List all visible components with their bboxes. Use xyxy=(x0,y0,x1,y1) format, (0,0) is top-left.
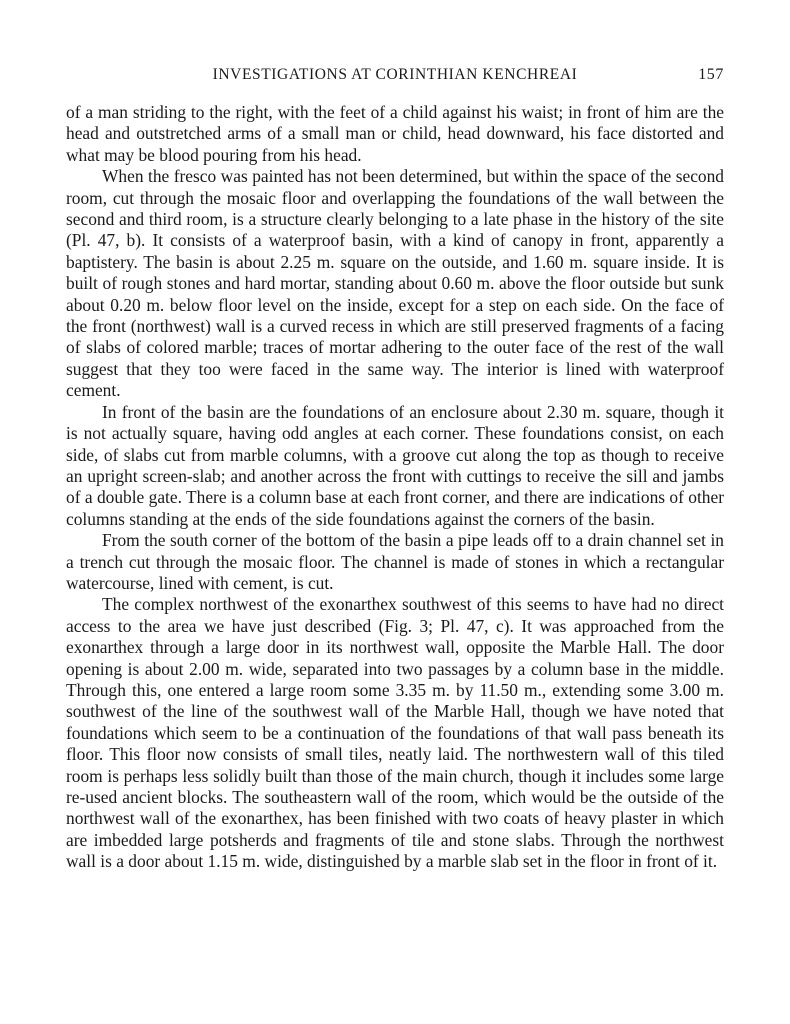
running-title: INVESTIGATIONS AT CORINTHIAN KENCHREAI xyxy=(212,66,578,83)
body-text xyxy=(66,102,724,873)
paragraph-fresco-baptistery: When the fresco was painted has not been determined, but within the space of the second room, cut through the mosaic floor and overlapping the foundations of the wall between the second and third room, is a structure clearly belonging to a late phase in the history of the site (Pl. 47, b). It consists of a waterproof basin, with a kind of canopy in front, apparently a baptistery. The basin is about 2.25 m. square on the outside, and 1.60 m. square inside. It is built of rough stones and hard mortar, standing about 0.60 m. above the floor outside but sunk about 0.20 m. below floor level on the inside, except for a step on each side. On the face of the front (northwest) wall is a curved recess in which are still preserved fragments of a facing of slabs of colored marble; traces of mortar adhering to the outer face of the rest of the wall suggest that they too were faced in the same way. The interior is lined with waterproof cement. xyxy=(66,166,724,401)
paragraph-enclosure: In front of the basin are the foundations of an enclosure about 2.30 m. square, though it is not actually square, having odd angles at each corner. These foundations consist, on each side, of slabs cut from marble columns, with a groove cut along the top as though to receive an upright screen-slab; and another across the front with cuttings to receive the sill and jambs of a double gate. There is a column base at each front corner, and there are indications of other columns standing at the ends of the side foundations against the corners of the basin. xyxy=(66,401,724,529)
book-page xyxy=(66,66,724,873)
running-head xyxy=(66,66,724,90)
paragraph-drain-channel: From the south corner of the bottom of the basin a pipe leads off to a drain channel set in a trench cut through the mosaic floor. The channel is made of stones in which a rectangular watercourse, lined with cement, is cut. xyxy=(66,530,724,593)
page-number: 157 xyxy=(698,66,724,83)
paragraph-complex-northwest: The complex northwest of the exonarthex southwest of this seems to have had no direct access to the area we have just described (Fig. 3; Pl. 47, c). It was approached from the exonarthex through a large door in its northwest wall, opposite the Marble Hall. The door opening is about 2.00 m. wide, separated into two passages by a column base in the middle. Through this, one entered a large room some 3.35 m. by 11.50 m., extending some 3.00 m. southwest of the line of the southwest wall of the Marble Hall, though we have noted that foundations which seem to be a continuation of the foundations of that wall pass beneath its floor. This floor now consists of small tiles, neatly laid. The northwestern wall of this tiled room is perhaps less solidly built than those of the main church, though it includes some large re-used ancient blocks. The southeastern wall of the room, which would be the outside of the northwest wall of the exonarthex, has been finished with two coats of heavy plaster in which are imbedded large potsherds and fragments of tile and stone slabs. Through the northwest wall is a door about 1.15 m. wide, distinguished by a marble slab set in the floor in front of it. xyxy=(66,594,724,872)
paragraph-continued: of a man striding to the right, with the feet of a child against his waist; in front of him are the head and outstretched arms of a small man or child, head downward, his face distorted and what may be blood pouring from his head. xyxy=(66,102,724,165)
